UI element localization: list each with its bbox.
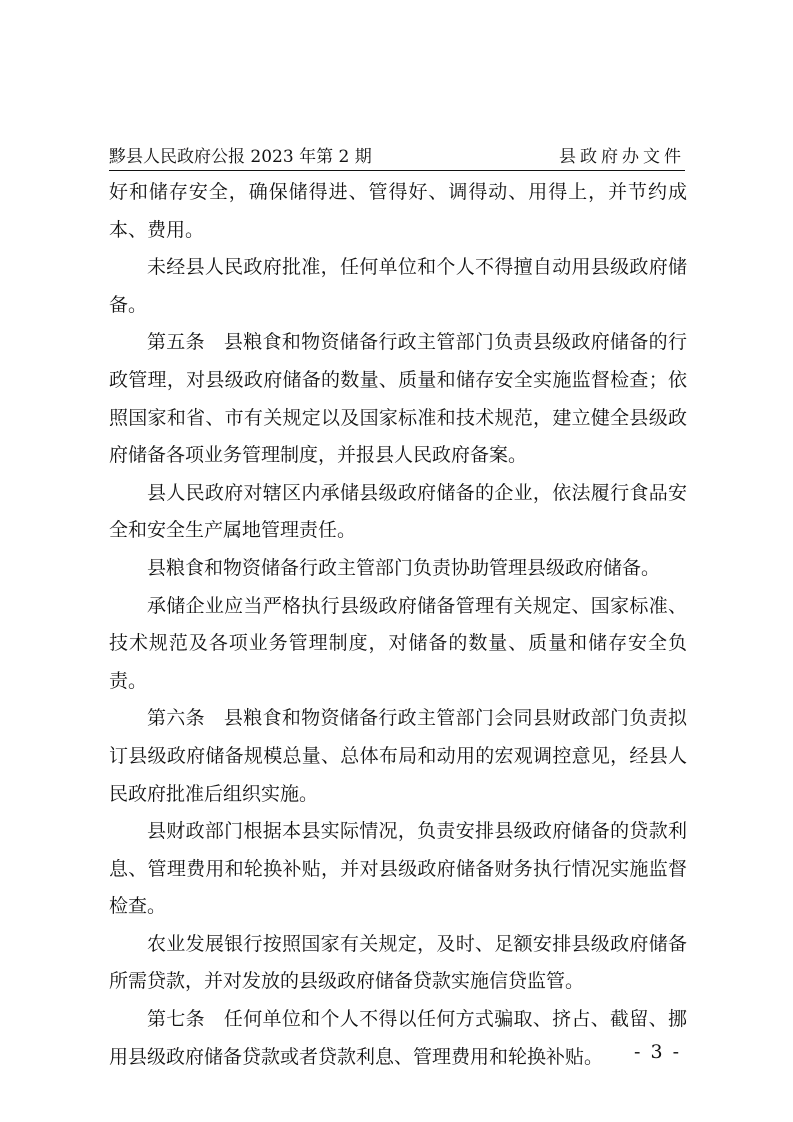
paragraph: 未经县人民政府批准，任何单位和个人不得擅自动用县级政府储备。 (109, 256, 687, 316)
paragraph: 农业发展银行按照国家有关规定，及时、足额安排县级政府储备所需贷款，并对发放的县级政府储备贷款实施信贷监管。 (109, 932, 687, 993)
document-category: 县政府办文件 (559, 147, 685, 167)
paragraph: 承储企业应当严格执行县级政府储备管理有关规定、国家标准、技术规范及各项业务管理制度，对储备的数量、质量和储存安全负责。 (109, 594, 687, 692)
article-5: 第五条 县粮食和物资储备行政主管部门负责县级政府储备的行政管理，对县级政府储备的数量、质量和储存安全实施监督检查；依照国家和省、市有关规定以及国家标准和技术规范，建立健全县级政府储备各项业务管理制度，并报县人民政府备案。 (109, 331, 687, 467)
paragraph: 县财政部门根据本县实际情况，负责安排县级政府储备的贷款利息、管理费用和轮换补贴，并对县级政府储备财务执行情况实施监督检查。 (109, 820, 687, 918)
header-divider (109, 170, 685, 171)
article-title: 第五条 (147, 331, 205, 354)
article-title: 第七条 (147, 1008, 205, 1031)
article-title: 第六条 (147, 707, 205, 730)
article-6: 第六条 县粮食和物资储备行政主管部门会同县财政部门负责拟订县级政府储备规模总量、总体布局和动用的宏观调控意见，经县人民政府批准后组织实施。 (109, 707, 687, 805)
bulletin-title: 黟县人民政府公报 2023 年第 2 期 (109, 147, 372, 167)
page-header (109, 140, 685, 168)
paragraph: 县人民政府对辖区内承储县级政府储备的企业，依法履行食品安全和安全生产属地管理责任。 (109, 481, 687, 542)
article-7: 第七条 任何单位和个人不得以任何方式骗取、挤占、截留、挪用县级政府储备贷款或者贷款利息、管理费用和轮换补贴。 (109, 1008, 687, 1068)
paragraph-continuation: 好和储存安全，确保储得进、管得好、调得动、用得上，并节约成本、费用。 (109, 181, 687, 241)
document-body (109, 174, 687, 1076)
page-number: - 3 - (633, 1041, 681, 1063)
paragraph: 县粮食和物资储备行政主管部门负责协助管理县级政府储备。 (147, 556, 661, 579)
